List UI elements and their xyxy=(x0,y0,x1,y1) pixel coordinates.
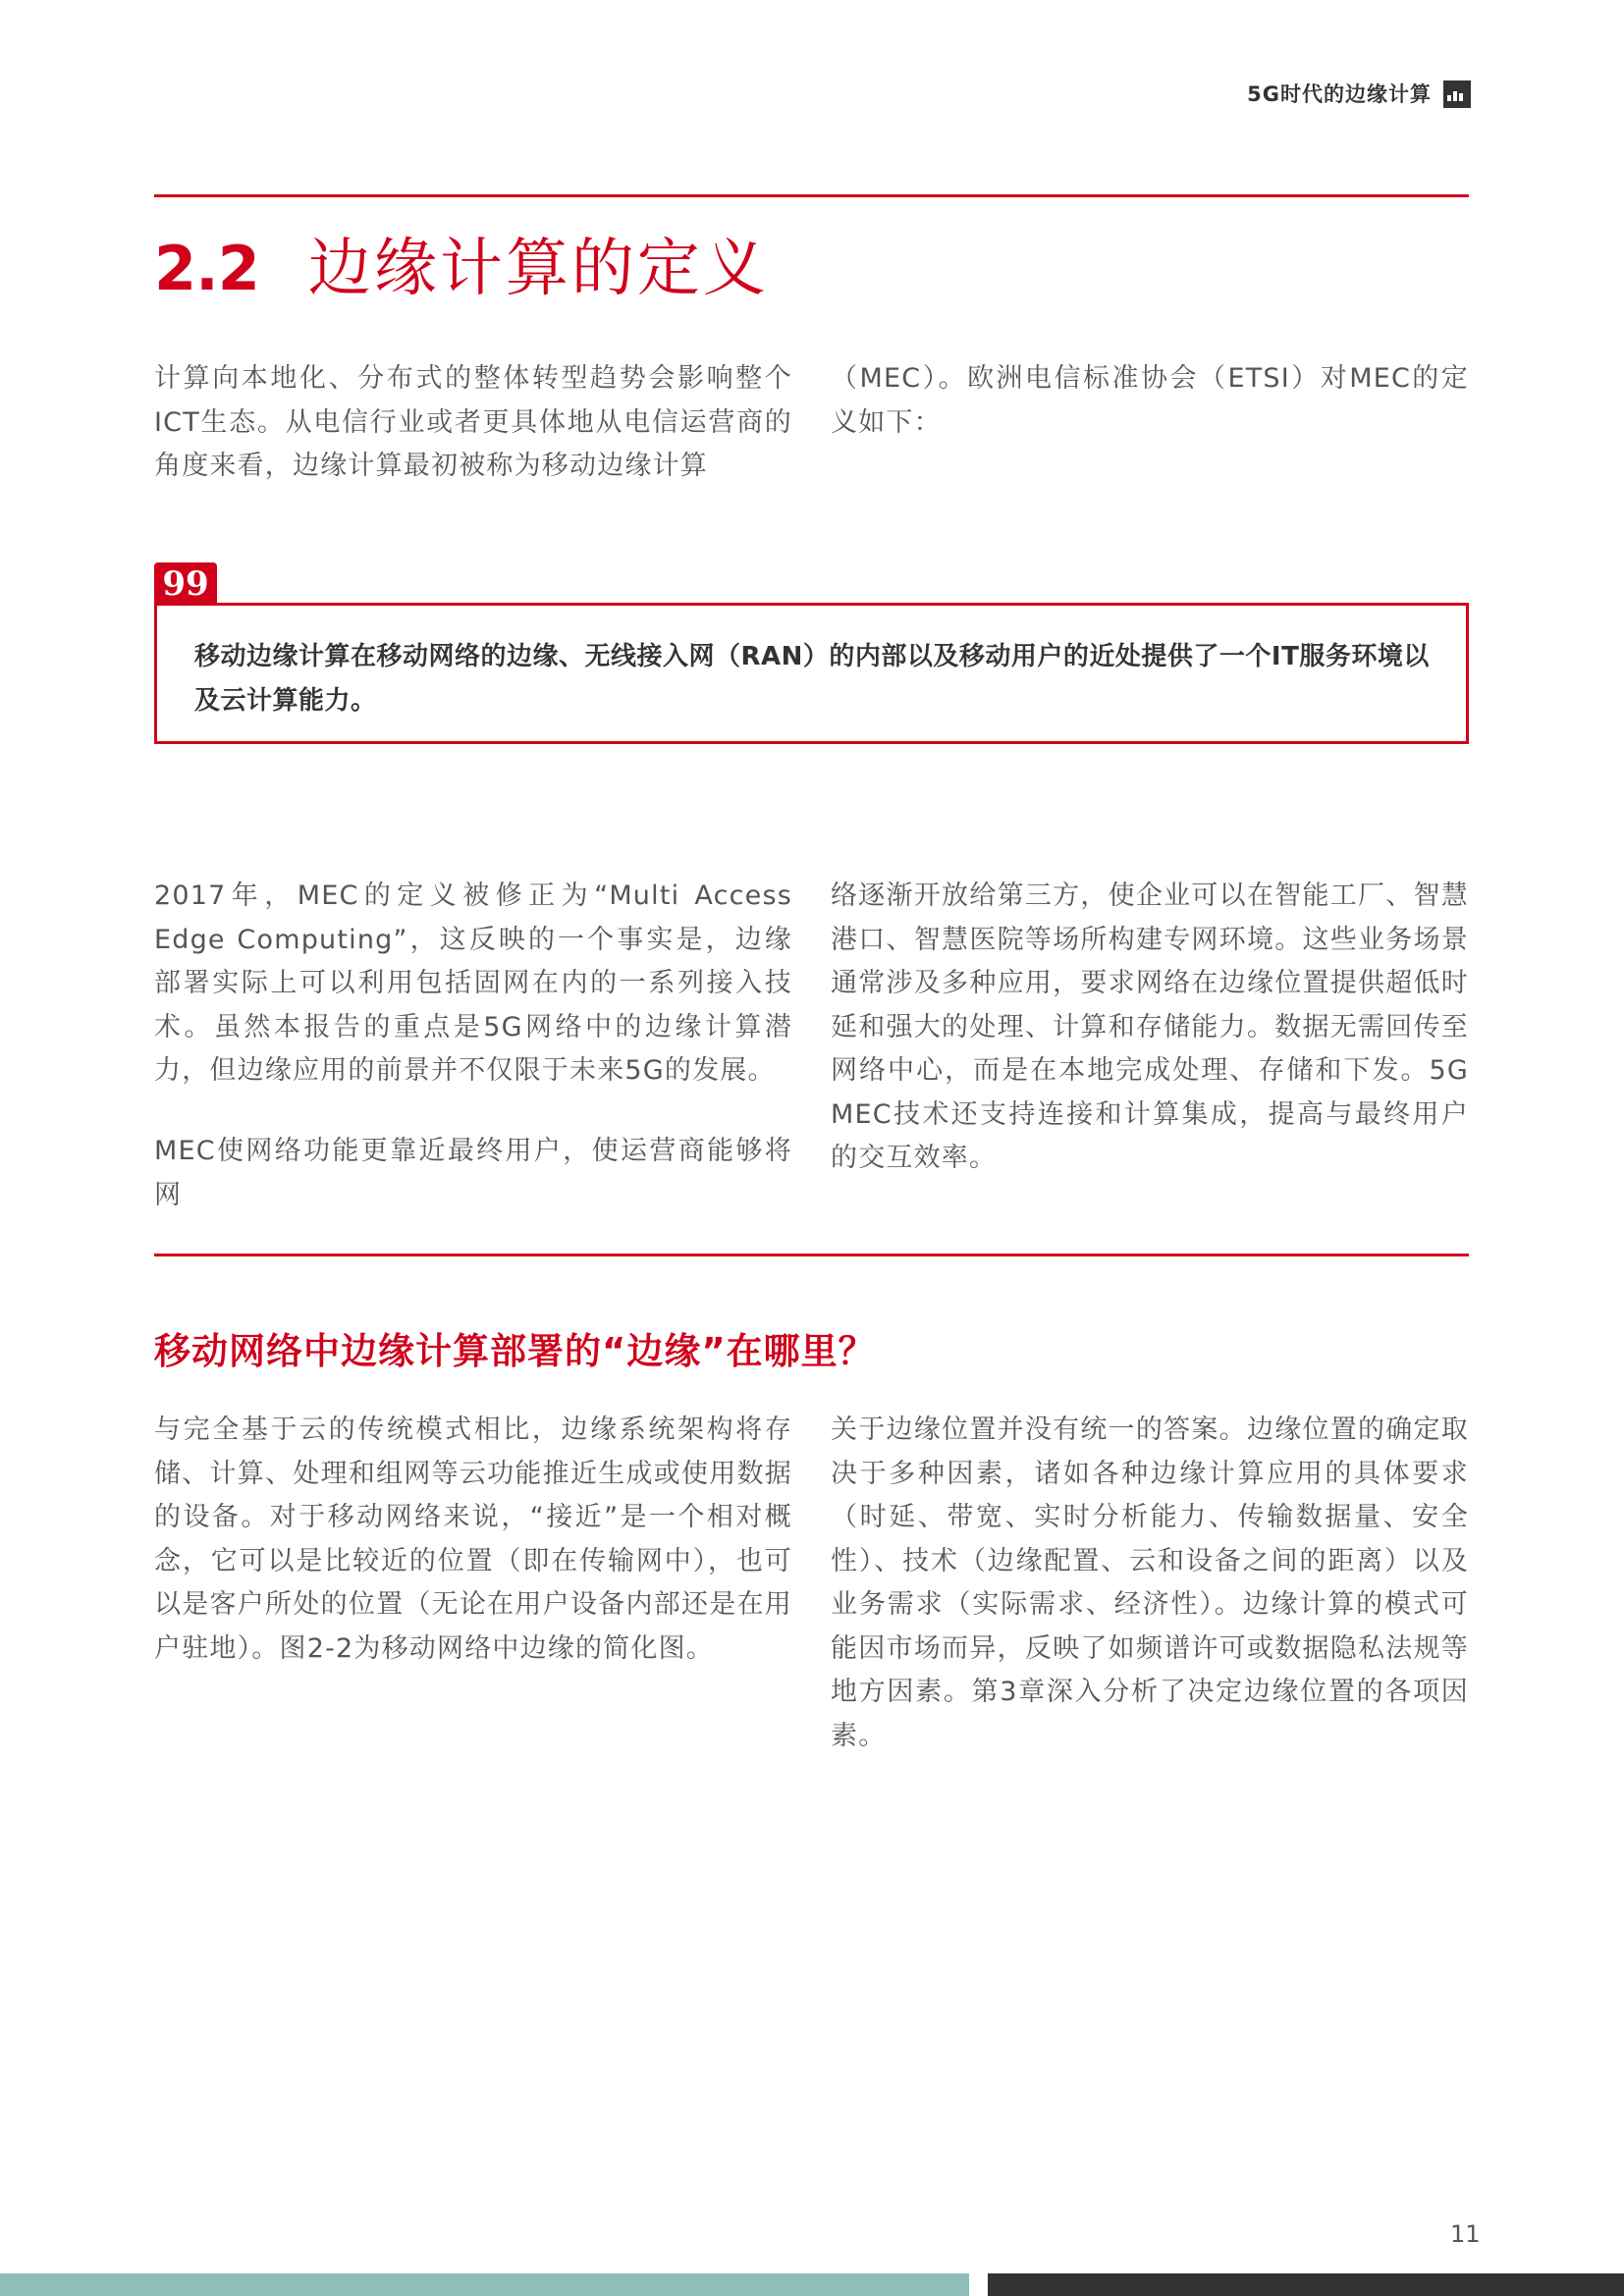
definition-quote-text: 移动边缘计算在移动网络的边缘、无线接入网（RAN）的内部以及移动用户的近处提供了一个IT服务环境以及云计算能力。 xyxy=(194,642,1430,716)
subsection-heading: 移动网络中边缘计算部署的“边缘”在哪里？ xyxy=(154,1330,876,1372)
definition-quote-box xyxy=(154,603,1469,744)
page-number: 11 xyxy=(1450,2220,1481,2248)
middle-divider xyxy=(154,1254,1469,1256)
report-logo-icon xyxy=(1443,80,1471,108)
subsection-left-paragraph: 与完全基于云的传统模式相比，边缘系统架构将存储、计算、处理和组网等云功能推近生成或使用数据的设备。对于移动网络来说，“接近”是一个相对概念，它可以是比较近的位置（即在传输网中），也可以是客户所处的位置（无论在用户设备内部还是在用户驻地）。图2-2为移动网络中边缘的简化图。 xyxy=(154,1415,792,1664)
intro-left-paragraph: 计算向本地化、分布式的整体转型趋势会影响整个ICT生态。从电信行业或者更具体地从电信运营商的角度来看，边缘计算最初被称为移动边缘计算 xyxy=(154,363,792,481)
quote-mark-icon: 99 xyxy=(154,562,217,604)
footer-bar-left xyxy=(0,2273,969,2296)
intro-right-paragraph: （MEC）。欧洲电信标准协会（ETSI）对MEC的定义如下： xyxy=(831,363,1469,438)
section-number: 2.2 xyxy=(154,233,259,304)
section-title xyxy=(154,218,769,305)
header-title: 5G时代的边缘计算 xyxy=(1247,82,1432,106)
footer-bar-right xyxy=(988,2273,1624,2296)
body-left-paragraph-2: MEC使网络功能更靠近最终用户，使运营商能够将网 xyxy=(154,1136,792,1210)
body-right-paragraph: 络逐渐开放给第三方，使企业可以在智能工厂、智慧港口、智慧医院等场所构建专网环境。这些业务场景通常涉及多种应用，要求网络在边缘位置提供超低时延和强大的处理、计算和存储能力。数据无需回传至网络中心，而是在本地完成处理、存储和下发。5G MEC技术还支持连接和计算集成，提高与最终用户的交互效率。 xyxy=(831,881,1469,1173)
subsection-right-paragraph: 关于边缘位置并没有统一的答案。边缘位置的确定取决于多种因素，诸如各种边缘计算应用的具体要求（时延、带宽、实时分析能力、传输数据量、安全性）、技术（边缘配置、云和设备之间的距离）以及业务需求（实际需求、经济性）。边缘计算的模式可能因市场而异，反映了如频谱许可或数据隐私法规等地方因素。第3章深入分析了决定边缘位置的各项因素。 xyxy=(831,1415,1469,1751)
top-divider xyxy=(154,194,1469,197)
section-heading: 边缘计算的定义 xyxy=(307,233,769,305)
body-left-paragraph-1: 2017年，MEC的定义被修正为“Multi Access Edge Computing”，这反映的一个事实是，边缘部署实际上可以利用包括固网在内的一系列接入技术。虽然本报告的重点是5G网络中的边缘计算潜力，但边缘应用的前景并不仅限于未来5G的发展。 xyxy=(154,881,792,1086)
